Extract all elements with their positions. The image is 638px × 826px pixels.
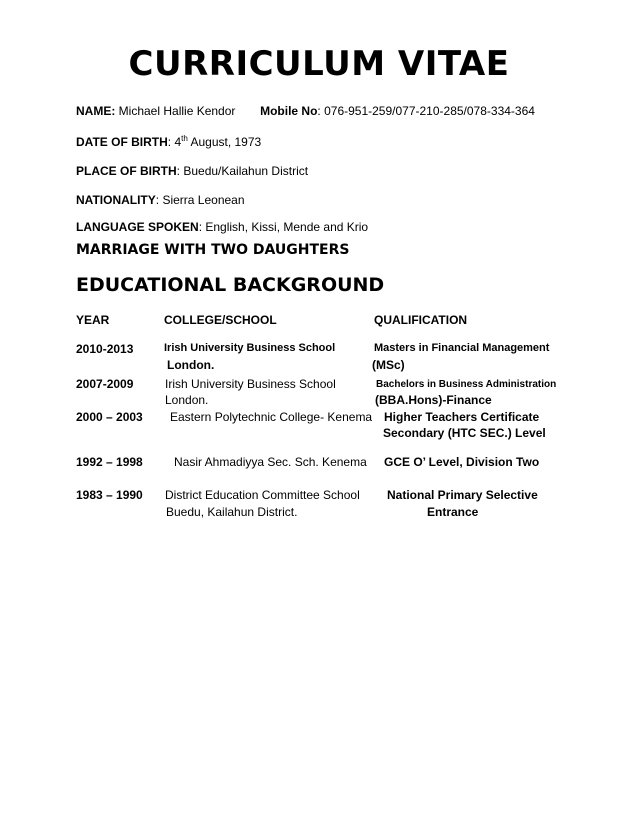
row-2-school-line2: London. xyxy=(165,393,209,407)
marriage-status: MARRIAGE WITH TWO DAUGHTERS xyxy=(76,242,350,258)
row-1-school: Irish University Business School xyxy=(164,342,336,354)
row-2-school: Irish University Business School xyxy=(165,377,336,391)
dob-value-sup: th xyxy=(181,134,188,143)
nationality-line xyxy=(76,193,245,207)
row-3-school: Eastern Polytechnic College- Kenema xyxy=(170,410,373,424)
pob-label: PLACE OF BIRTH xyxy=(76,164,177,178)
nationality-label: NATIONALITY xyxy=(76,193,156,207)
column-header-school: COLLEGE/SCHOOL xyxy=(164,313,277,327)
name-line xyxy=(76,104,535,118)
column-header-year: YEAR xyxy=(76,313,110,327)
column-header-qualification: QUALIFICATION xyxy=(374,313,468,327)
dob-line xyxy=(76,134,261,149)
row-1-qualification-line2: (MSc) xyxy=(372,358,405,372)
row-1-school-line2: London. xyxy=(167,358,215,372)
row-5-qualification-line2: Entrance xyxy=(427,505,479,519)
name-value: Michael Hallie Kendor xyxy=(118,104,236,118)
education-heading: EDUCATIONAL BACKGROUND xyxy=(76,274,385,296)
dob-value-pre: : 4 xyxy=(167,135,182,149)
row-5-year: 1983 – 1990 xyxy=(76,488,143,502)
row-5-school-line2: Buedu, Kailahun District. xyxy=(166,505,298,519)
row-1-qualification: Masters in Financial Management xyxy=(374,342,550,354)
dob-value-post: August, 1973 xyxy=(187,135,262,149)
language-value: : English, Kissi, Mende and Krio xyxy=(198,220,369,234)
row-3-qualification: Higher Teachers Certificate xyxy=(384,410,540,424)
mobile-value: : 076-951-259/077-210-285/078-334-364 xyxy=(317,104,535,118)
row-4-qualification: GCE O’ Level, Division Two xyxy=(384,455,540,469)
row-3-year: 2000 – 2003 xyxy=(76,410,143,424)
row-5-qualification: National Primary Selective xyxy=(387,488,538,502)
row-2-qualification-line2: (BBA.Hons)-Finance xyxy=(375,393,492,407)
row-4-school: Nasir Ahmadiyya Sec. Sch. Kenema xyxy=(174,455,367,469)
pob-value: : Buedu/Kailahun District xyxy=(176,164,309,178)
row-4-year: 1992 – 1998 xyxy=(76,455,143,469)
page-title: CURRICULUM VITAE xyxy=(128,44,510,84)
mobile-label: Mobile No xyxy=(260,104,318,118)
row-5-school: District Education Committee School xyxy=(165,488,360,502)
row-2-qualification: Bachelors in Business Administration xyxy=(376,379,557,390)
row-3-qualification-line2: Secondary (HTC SEC.) Level xyxy=(383,426,546,440)
language-line xyxy=(76,220,368,234)
row-2-year: 2007-2009 xyxy=(76,377,134,391)
language-label: LANGUAGE SPOKEN xyxy=(76,220,199,234)
row-1-year: 2010-2013 xyxy=(76,342,134,356)
pob-line xyxy=(76,164,308,178)
name-label: NAME: xyxy=(76,104,116,118)
nationality-value: : Sierra Leonean xyxy=(155,193,245,207)
dob-label: DATE OF BIRTH xyxy=(76,135,168,149)
